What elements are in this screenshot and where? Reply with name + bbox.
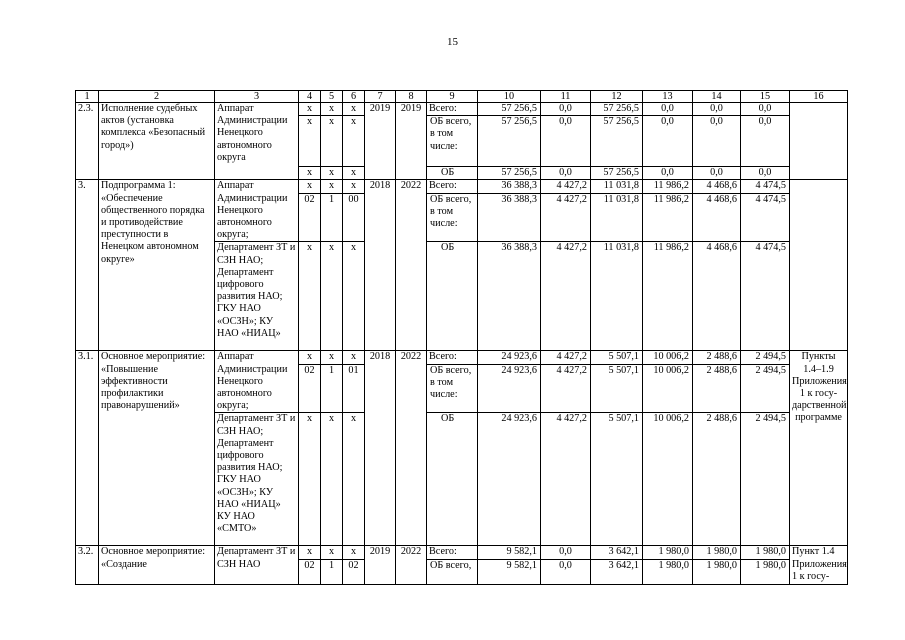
cell-c9: Всего: [427,351,478,364]
header-row [76,91,848,103]
header-cell: 6 [343,91,365,103]
cell-c10: 9 582,1 [478,546,541,559]
cell-c4: x [299,167,321,180]
cell-c5: 1 [321,364,343,413]
cell-c12: 57 256,5 [591,103,643,116]
cell-c10: 24 923,6 [478,413,541,546]
table-row [76,546,848,559]
cell-c16 [790,180,848,351]
year-end: 2022 [396,180,427,351]
cell-c11: 0,0 [541,116,591,167]
header-cell: 2 [99,91,215,103]
row-number: 3. [76,180,99,351]
cell-c12: 5 507,1 [591,351,643,364]
cell-c13: 11 986,2 [643,242,693,351]
cell-c14: 0,0 [693,103,741,116]
cell-c15: 2 494,5 [741,413,790,546]
cell-c10: 57 256,5 [478,167,541,180]
row-name: Подпрограмма 1: «Обеспечение общественного порядка и противодействие преступности в Ненецком автономном округе» [99,180,215,351]
cell-c4: x [299,180,321,193]
cell-c13: 10 006,2 [643,413,693,546]
cell-c6: x [343,180,365,193]
cell-c11: 0,0 [541,559,591,584]
cell-c5: x [321,546,343,559]
cell-c11: 0,0 [541,103,591,116]
cell-c14: 0,0 [693,116,741,167]
header-cell: 7 [365,91,396,103]
header-cell: 16 [790,91,848,103]
cell-c9: ОБ [427,242,478,351]
cell-c15: 4 474,5 [741,242,790,351]
row-name: Исполнение судебных актов (установка комплекса «Безопасный город») [99,103,215,180]
cell-c14: 0,0 [693,167,741,180]
row-executor: Департамент ЗТ и СЗН НАО [215,546,299,584]
cell-c11: 4 427,2 [541,351,591,364]
cell-c14: 4 468,6 [693,242,741,351]
cell-c6: 02 [343,559,365,584]
cell-c4: x [299,116,321,167]
row-name: Основное мероприятие: «Создание [99,546,215,584]
cell-c10: 36 388,3 [478,180,541,193]
cell-c4: 02 [299,559,321,584]
year-start: 2019 [365,103,396,180]
header-cell: 13 [643,91,693,103]
cell-c6: 01 [343,364,365,413]
cell-c9: ОБ всего, в том числе: [427,116,478,167]
header-cell: 9 [427,91,478,103]
cell-c5: x [321,351,343,364]
cell-c15: 0,0 [741,103,790,116]
cell-c12: 5 507,1 [591,364,643,413]
row-executor: Аппарат Администрации Ненецкого автономного округа; [215,180,299,242]
year-start: 2019 [365,546,396,584]
cell-c5: x [321,413,343,546]
cell-c16 [790,103,848,180]
header-cell: 4 [299,91,321,103]
cell-c4: 02 [299,364,321,413]
cell-c13: 0,0 [643,116,693,167]
cell-c14: 2 488,6 [693,351,741,364]
header-cell: 5 [321,91,343,103]
row-number: 2.3. [76,103,99,180]
row-name: Основное мероприятие: «Повышение эффективности профилактики правонарушений» [99,351,215,546]
cell-c10: 36 388,3 [478,193,541,242]
cell-c15: 2 494,5 [741,364,790,413]
row-executor: Департамент ЗТ и СЗН НАО; Департамент цифрового развития НАО; ГКУ НАО «ОСЗН»; КУ НАО «НИАЦ» [215,242,299,351]
cell-c16: Пункты 1.4–1.9 Приложения 1 к госу- дарственной программе [790,351,848,546]
table-row [76,180,848,193]
cell-c5: x [321,180,343,193]
cell-c9: Всего: [427,546,478,559]
cell-c14: 4 468,6 [693,193,741,242]
cell-c9: ОБ всего, в том числе: [427,364,478,413]
cell-c10: 36 388,3 [478,242,541,351]
cell-c5: x [321,116,343,167]
cell-c12: 11 031,8 [591,180,643,193]
header-cell: 1 [76,91,99,103]
cell-c16: Пункт 1.4 Приложения 1 к госу- [790,546,848,584]
cell-c10: 24 923,6 [478,364,541,413]
cell-c10: 24 923,6 [478,351,541,364]
page-number: 15 [447,36,458,48]
cell-c5: x [321,242,343,351]
cell-c10: 57 256,5 [478,116,541,167]
cell-c11: 0,0 [541,546,591,559]
cell-c6: x [343,413,365,546]
cell-c13: 10 006,2 [643,364,693,413]
cell-c5: 1 [321,193,343,242]
cell-c12: 57 256,5 [591,167,643,180]
cell-c14: 1 980,0 [693,559,741,584]
header-cell: 12 [591,91,643,103]
cell-c14: 2 488,6 [693,413,741,546]
cell-c12: 57 256,5 [591,116,643,167]
cell-c14: 1 980,0 [693,546,741,559]
budget-table [75,90,848,585]
cell-c4: x [299,413,321,546]
year-end: 2022 [396,351,427,546]
cell-c15: 4 474,5 [741,193,790,242]
cell-c6: x [343,351,365,364]
cell-c13: 1 980,0 [643,546,693,559]
row-number: 3.2. [76,546,99,584]
cell-c6: x [343,546,365,559]
cell-c6: x [343,242,365,351]
header-cell: 3 [215,91,299,103]
cell-c9: Всего: [427,103,478,116]
cell-c4: x [299,103,321,116]
cell-c6: x [343,167,365,180]
header-cell: 8 [396,91,427,103]
cell-c4: x [299,351,321,364]
cell-c11: 0,0 [541,167,591,180]
cell-c13: 10 006,2 [643,351,693,364]
cell-c4: x [299,242,321,351]
header-cell: 10 [478,91,541,103]
cell-c13: 0,0 [643,103,693,116]
cell-c9: Всего: [427,180,478,193]
cell-c9: ОБ всего, [427,559,478,584]
cell-c14: 2 488,6 [693,364,741,413]
cell-c15: 1 980,0 [741,546,790,559]
cell-c9: ОБ [427,167,478,180]
row-executor: Департамент ЗТ и СЗН НАО; Департамент цифрового развития НАО; ГКУ НАО «ОСЗН»; КУ НАО «НИАЦ» КУ НАО «СМТО» [215,413,299,546]
header-cell: 14 [693,91,741,103]
cell-c15: 1 980,0 [741,559,790,584]
cell-c4: x [299,546,321,559]
cell-c13: 1 980,0 [643,559,693,584]
cell-c6: x [343,116,365,167]
cell-c11: 4 427,2 [541,180,591,193]
cell-c11: 4 427,2 [541,193,591,242]
cell-c12: 11 031,8 [591,193,643,242]
cell-c5: x [321,103,343,116]
table-row [76,351,848,364]
row-executor: Аппарат Администрации Ненецкого автономного округа; [215,351,299,413]
cell-c13: 11 986,2 [643,180,693,193]
cell-c12: 3 642,1 [591,559,643,584]
cell-c9: ОБ [427,413,478,546]
cell-c13: 11 986,2 [643,193,693,242]
cell-c13: 0,0 [643,167,693,180]
cell-c5: 1 [321,559,343,584]
header-cell: 11 [541,91,591,103]
cell-c10: 57 256,5 [478,103,541,116]
cell-c12: 3 642,1 [591,546,643,559]
cell-c10: 9 582,1 [478,559,541,584]
cell-c11: 4 427,2 [541,242,591,351]
year-end: 2022 [396,546,427,584]
header-cell: 15 [741,91,790,103]
cell-c15: 0,0 [741,116,790,167]
year-end: 2019 [396,103,427,180]
cell-c5: x [321,167,343,180]
cell-c6: 00 [343,193,365,242]
cell-c11: 4 427,2 [541,413,591,546]
cell-c12: 5 507,1 [591,413,643,546]
cell-c9: ОБ всего, в том числе: [427,193,478,242]
year-start: 2018 [365,180,396,351]
cell-c14: 4 468,6 [693,180,741,193]
cell-c11: 4 427,2 [541,364,591,413]
cell-c6: x [343,103,365,116]
year-start: 2018 [365,351,396,546]
cell-c15: 0,0 [741,167,790,180]
cell-c15: 4 474,5 [741,180,790,193]
row-executor: Аппарат Администрации Ненецкого автономного округа [215,103,299,180]
cell-c12: 11 031,8 [591,242,643,351]
row-number: 3.1. [76,351,99,546]
cell-c4: 02 [299,193,321,242]
cell-c15: 2 494,5 [741,351,790,364]
table-row [76,103,848,116]
